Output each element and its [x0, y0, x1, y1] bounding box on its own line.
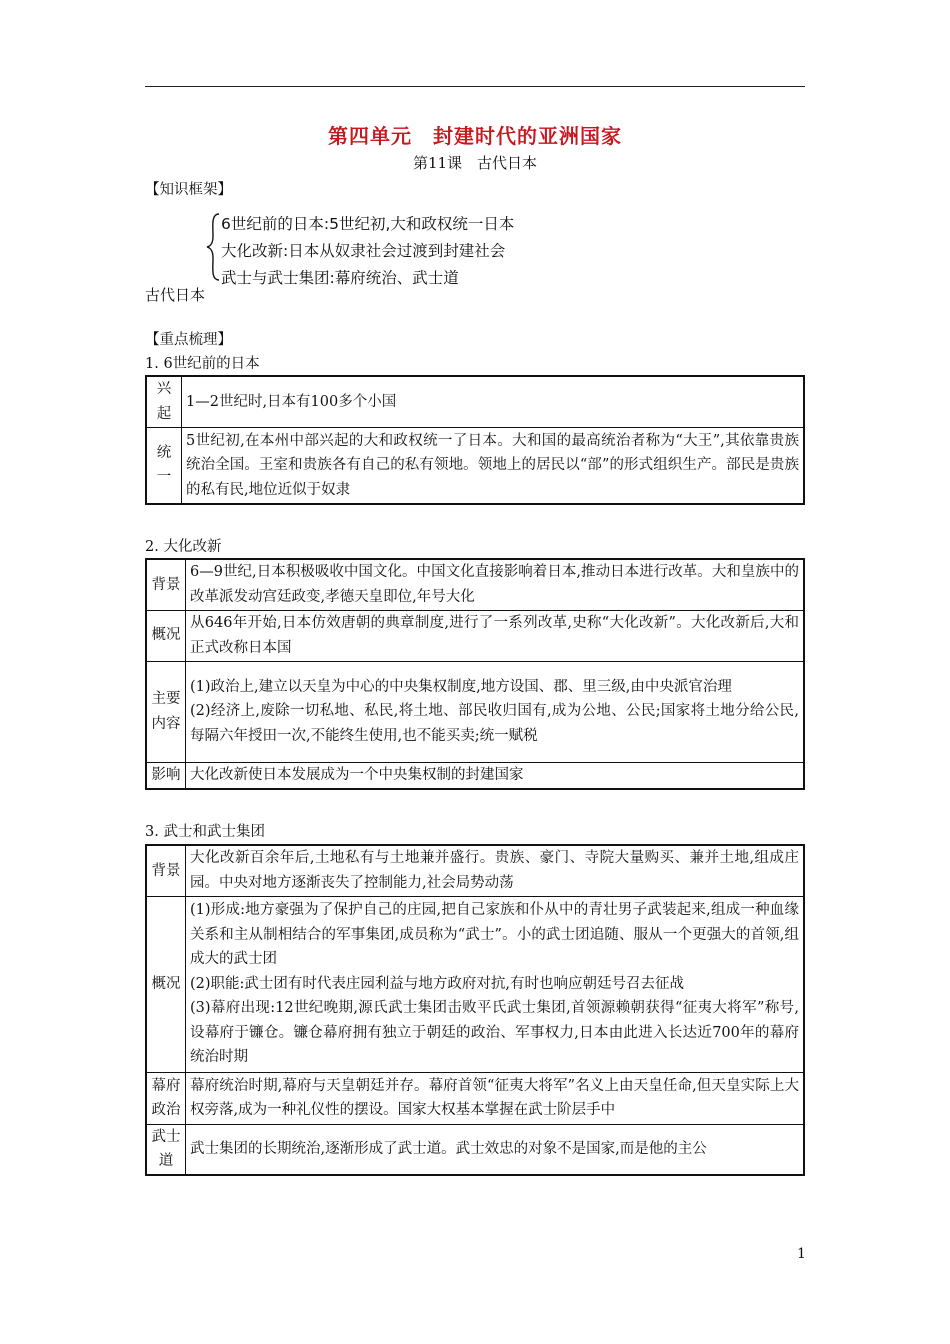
row-header: 统一 [146, 427, 182, 504]
table-row [146, 896, 804, 1072]
content-paragraph: (1)政治上,建立以天皇为中心的中央集权制度,地方设国、郡、里三级,由中央派官治理 [190, 678, 732, 695]
table-row [146, 762, 804, 789]
section-1-table [145, 375, 805, 505]
row-header: 武士道 [146, 1124, 186, 1175]
row-header: 影响 [146, 762, 186, 789]
table-row [146, 661, 804, 762]
framework-root: 古代日本 [145, 286, 206, 304]
row-content: 6—9世纪,日本积极吸收中国文化。中国文化直接影响着日本,推动日本进行改革。大和皇族中的改革派发动宫廷政变,孝德天皇即位,年号大化 [186, 559, 805, 610]
curly-brace-icon [205, 212, 221, 282]
lesson-title: 第11课 古代日本 [412, 154, 538, 172]
row-content: 5世纪初,在本州中部兴起的大和政权统一了日本。大和国的最高统治者称为“大王”,其依靠贵族统治全国。王室和贵族各有自己的私有领地。领地上的居民以“部”的形式组织生产。部民是贵族的私有民,地位近似于奴隶 [182, 427, 805, 504]
row-header: 幕府政治 [146, 1072, 186, 1124]
unit-title: 第四单元 封建时代的亚洲国家 [328, 124, 622, 148]
row-content: 从646年开始,日本仿效唐朝的典章制度,进行了一系列改革,史称“大化改新”。大化改新后,大和正式改称日本国 [186, 610, 805, 661]
row-content [186, 896, 805, 1072]
framework-item-2: 大化改新:日本从奴隶社会过渡到封建社会 [221, 242, 506, 260]
review-label: 【重点梳理】 [145, 332, 232, 348]
row-content: 幕府统治时期,幕府与天皇朝廷并存。幕府首领“征夷大将军”名义上由天皇任命,但天皇实际上大权旁落,成为一种礼仪性的摆设。国家大权基本掌握在武士阶层手中 [186, 1072, 805, 1124]
framework-label: 【知识框架】 [145, 182, 232, 198]
framework-item-1: 6世纪前的日本:5世纪初,大和政权统一日本 [221, 215, 515, 233]
table-row [146, 559, 804, 610]
row-content: 1—2世纪时,日本有100多个小国 [182, 376, 805, 427]
row-content: 武士集团的长期统治,逐渐形成了武士道。武士效忠的对象不是国家,而是他的主公 [186, 1124, 805, 1175]
section-3-heading: 3. 武士和武士集团 [145, 824, 265, 840]
section-2-table [145, 558, 805, 790]
table-row [146, 1072, 804, 1124]
table-row [146, 1124, 804, 1175]
page-number: 1 [797, 1246, 806, 1262]
knowledge-framework [145, 208, 645, 308]
row-content: 大化改新使日本发展成为一个中央集权制的封建国家 [186, 762, 805, 789]
row-content [186, 661, 805, 762]
table-row [146, 427, 804, 504]
table-row [146, 376, 804, 427]
row-header: 概况 [146, 610, 186, 661]
section-2-heading: 2. 大化改新 [145, 539, 222, 555]
row-header: 背景 [146, 845, 186, 896]
row-header: 背景 [146, 559, 186, 610]
row-header: 概况 [146, 896, 186, 1072]
table-row [146, 610, 804, 661]
content-paragraph: (2)职能:武士团有时代表庄园利益与地方政府对抗,有时也响应朝廷号召去征战 [190, 975, 685, 992]
section-1-heading: 1. 6世纪前的日本 [145, 356, 260, 372]
content-paragraph: (1)形成:地方豪强为了保护自己的庄园,把自己家族和仆从中的青壮男子武装起来,组成一种血缘关系和主从制相结合的军事集团,成员称为“武士”。小的武士团追随、服从一个更强大的首领,组成大的武士团 [190, 902, 799, 968]
row-header: 兴起 [146, 376, 182, 427]
header-rule [145, 86, 805, 87]
content-paragraph: (3)幕府出现:12世纪晚期,源氏武士集团击败平氏武士集团,首领源赖朝获得“征夷大将军”称号,设幕府于镰仓。镰仓幕府拥有独立于朝廷的政治、军事权力,日本由此进入长达近700年的幕府统治时期 [190, 1000, 799, 1066]
row-header: 主要内容 [146, 661, 186, 762]
section-3-table [145, 844, 805, 1176]
row-content: 大化改新百余年后,土地私有与土地兼并盛行。贵族、豪门、寺院大量购买、兼并土地,组成庄园。中央对地方逐渐丧失了控制能力,社会局势动荡 [186, 845, 805, 896]
content-paragraph: (2)经济上,废除一切私地、私民,将土地、部民收归国有,成为公地、公民;国家将土地分给公民,每隔六年授田一次,不能终生使用,也不能买卖;统一赋税 [190, 703, 799, 744]
framework-item-3: 武士与武士集团:幕府统治、武士道 [221, 269, 459, 287]
table-row [146, 845, 804, 896]
